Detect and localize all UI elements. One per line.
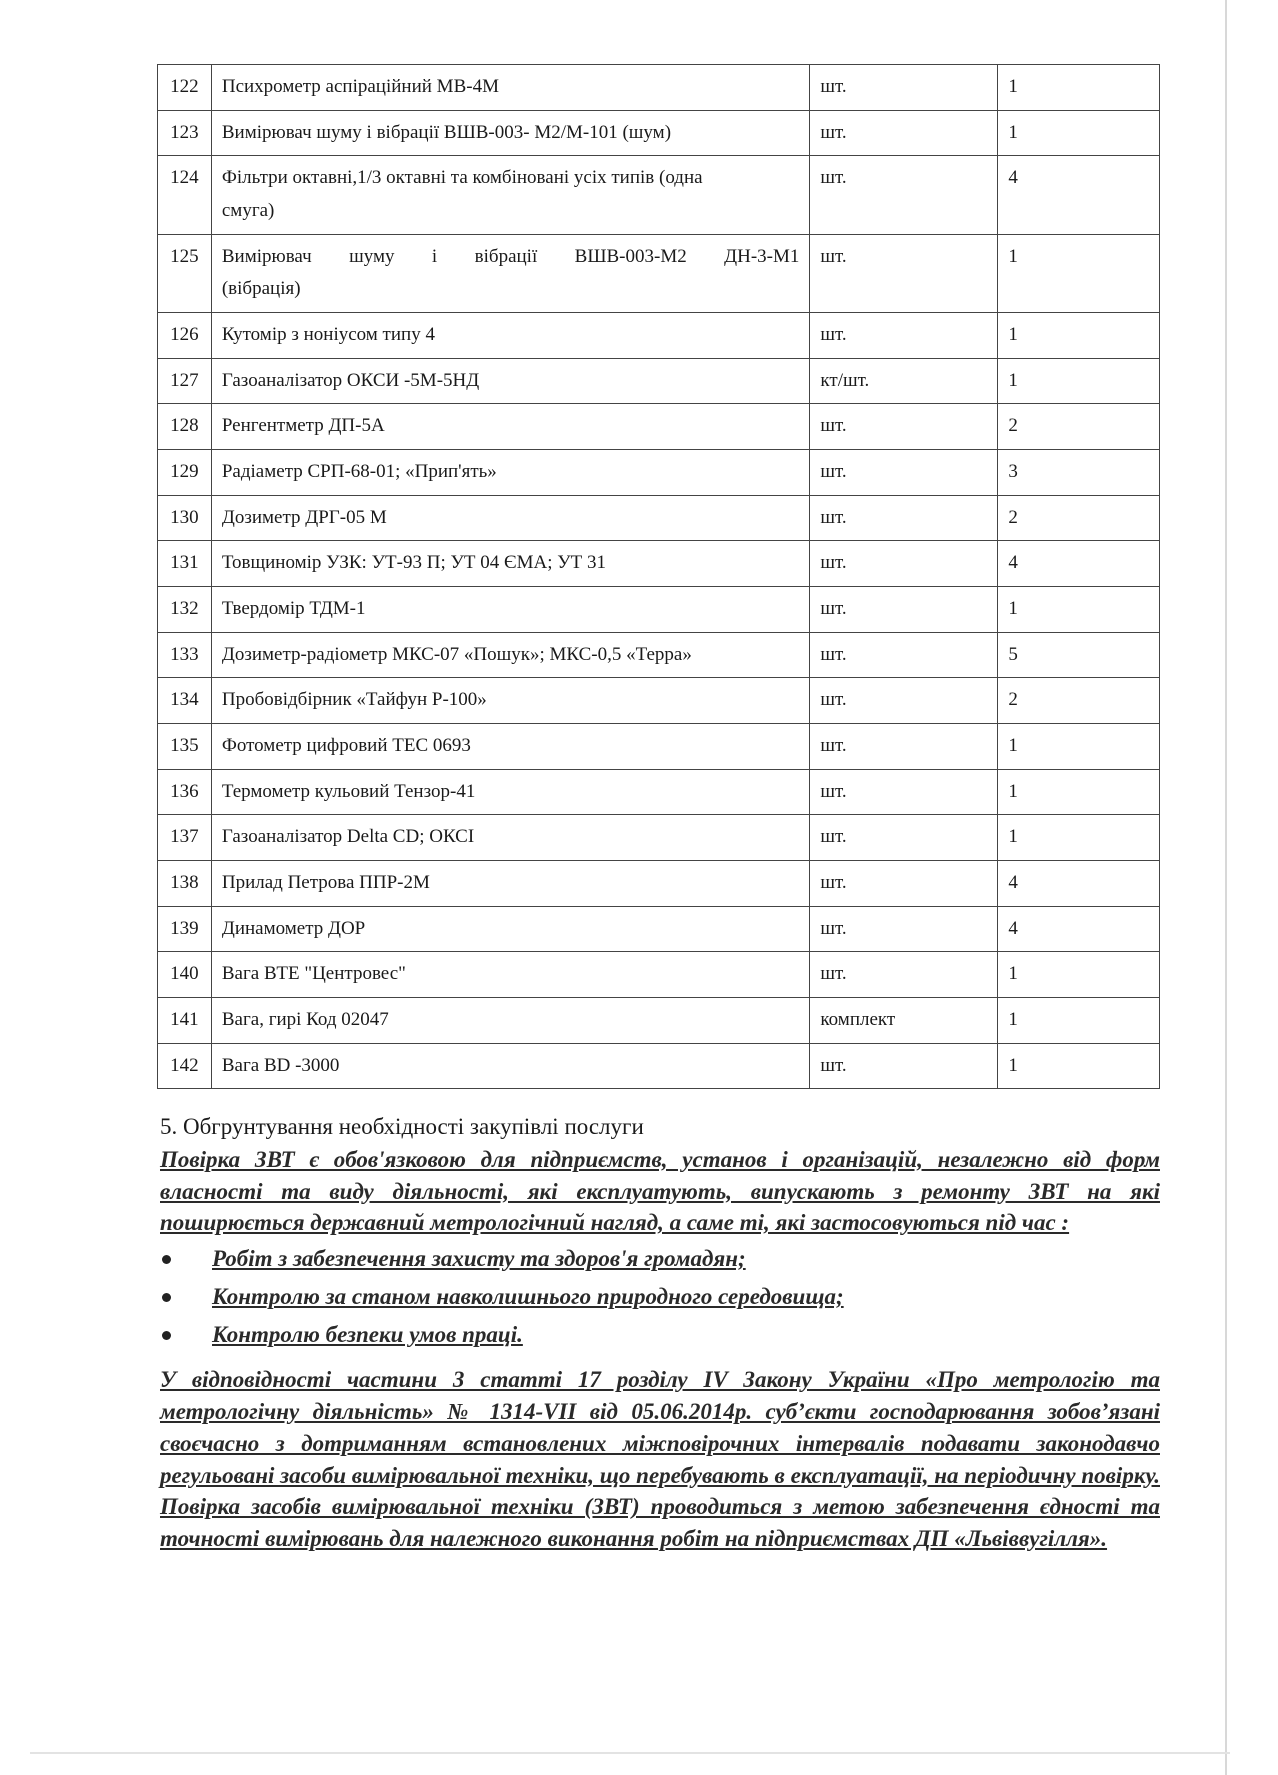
item-quantity: 1 (998, 110, 1160, 156)
list-item-text: Контролю за станом навколишнього природного середовища; (212, 1283, 844, 1309)
table-row (158, 587, 1160, 633)
item-name: Вага ВТЕ "Центровес" (211, 952, 810, 998)
table-row (158, 358, 1160, 404)
item-quantity: 1 (998, 769, 1160, 815)
item-quantity: 2 (998, 678, 1160, 724)
item-unit: шт. (810, 769, 998, 815)
row-number: 133 (158, 632, 212, 678)
row-number: 122 (158, 65, 212, 111)
section-heading: 5. Обгрунтування необхідності закупівлі послуги (160, 1114, 644, 1139)
table-row (158, 906, 1160, 952)
item-unit: шт. (810, 952, 998, 998)
item-name: Фотометр цифровий ТЕС 0693 (211, 724, 810, 770)
row-number: 126 (158, 313, 212, 359)
item-unit: шт. (810, 495, 998, 541)
item-name: Дозиметр-радіометр МКС-07 «Пошук»; МКС-0,5 «Терра» (211, 632, 810, 678)
row-number: 132 (158, 587, 212, 633)
item-quantity: 1 (998, 234, 1160, 312)
table-row (158, 632, 1160, 678)
bullet-icon (162, 1331, 171, 1340)
item-quantity: 4 (998, 541, 1160, 587)
table-row (158, 313, 1160, 359)
item-name-line-1: Фільтри октавні,1/3 октавні та комбіновані усіх типів (одна (221, 167, 703, 189)
item-quantity: 3 (998, 450, 1160, 496)
item-name: Вага, гирі Код 02047 (211, 998, 810, 1044)
row-number: 141 (158, 998, 212, 1044)
item-unit: шт. (810, 541, 998, 587)
page-bottom-edge (30, 1752, 1230, 1754)
item-name: Радіаметр СРП-68-01; «Прип'ять» (211, 450, 810, 496)
item-name: Психрометр аспіраційний МВ-4М (211, 65, 810, 111)
row-number: 130 (158, 495, 212, 541)
item-name: Газоаналізатор ОКСИ -5М-5НД (211, 358, 810, 404)
item-quantity: 1 (998, 724, 1160, 770)
table-row (158, 65, 1160, 111)
row-number: 139 (158, 906, 212, 952)
row-number: 124 (158, 156, 212, 234)
equipment-table (157, 64, 1160, 1089)
table-row (158, 952, 1160, 998)
item-unit: шт. (810, 678, 998, 724)
table-row (158, 495, 1160, 541)
table-row (158, 678, 1160, 724)
item-name: Твердомір ТДМ-1 (211, 587, 810, 633)
list-item (160, 1243, 1160, 1275)
item-quantity: 1 (998, 358, 1160, 404)
item-name (211, 234, 810, 312)
item-quantity: 1 (998, 587, 1160, 633)
row-number: 140 (158, 952, 212, 998)
bullet-icon (162, 1255, 171, 1264)
bullet-icon (162, 1293, 171, 1302)
item-unit: шт. (810, 724, 998, 770)
table-row (158, 404, 1160, 450)
item-quantity: 4 (998, 861, 1160, 907)
row-number: 125 (158, 234, 212, 312)
table-row (158, 769, 1160, 815)
item-quantity: 1 (998, 998, 1160, 1044)
item-name (211, 156, 810, 234)
justification-paragraph: Повірка ЗВТ є обов'язковою для підприємств, установ і організацій, незалежно від форм власності та виду діяльності, які експлуатують, випускають з ремонту ЗВТ на які поширюється державний метрологічний нагляд, а саме ті, які застосовуються під час : (160, 1146, 1160, 1236)
item-unit: шт. (810, 450, 998, 496)
item-quantity: 1 (998, 65, 1160, 111)
item-unit: шт. (810, 906, 998, 952)
item-unit: шт. (810, 815, 998, 861)
item-name-line-2: (вібрація) (221, 278, 301, 300)
item-name-line-2: смуга) (221, 200, 275, 222)
item-quantity: 4 (998, 156, 1160, 234)
item-name: Кутомір з ноніусом типу 4 (211, 313, 810, 359)
item-name: Пробовідбірник «Тайфун Р-100» (211, 678, 810, 724)
table-row (158, 724, 1160, 770)
list-item-text: Контролю безпеки умов праці. (212, 1321, 523, 1347)
item-quantity: 1 (998, 313, 1160, 359)
table-row (158, 450, 1160, 496)
bullet-list (160, 1243, 1160, 1350)
item-quantity: 5 (998, 632, 1160, 678)
item-name: Дозиметр ДРГ-05 М (211, 495, 810, 541)
table-row (158, 998, 1160, 1044)
item-unit: шт. (810, 110, 998, 156)
row-number: 123 (158, 110, 212, 156)
item-name: Газоаналізатор Delta CD; ОКСІ (211, 815, 810, 861)
item-unit: шт. (810, 861, 998, 907)
row-number: 138 (158, 861, 212, 907)
row-number: 134 (158, 678, 212, 724)
list-item (160, 1281, 1160, 1313)
table-row (158, 234, 1160, 312)
row-number: 129 (158, 450, 212, 496)
item-quantity: 4 (998, 906, 1160, 952)
row-number: 127 (158, 358, 212, 404)
row-number: 137 (158, 815, 212, 861)
legal-basis-paragraph: У відповідності частини 3 статті 17 розділу IV Закону України «Про метрологію та метрологічну діяльність» № 1314-VII від 05.06.2014р. суб’єкти господарювання зобов’язані своєчасно з дотриманням встановлених міжповірочних інтервалів подавати законодавчо регульовані засоби вимірювальної техніки, що перебувають в експлуатації, на періодичну повірку. Повірка засобів вимірювальної техніки (ЗВТ) проводиться з метою забезпечення єдності та точності вимірювань для належного виконання робіт на підприємствах ДП «Львіввугілля». (160, 1367, 1160, 1551)
row-number: 135 (158, 724, 212, 770)
table-row (158, 1043, 1160, 1089)
item-name: Вага BD -3000 (211, 1043, 810, 1089)
item-name: Вимірювач шуму і вібрації ВШВ-003- М2/М-101 (шум) (211, 110, 810, 156)
item-unit: шт. (810, 587, 998, 633)
item-quantity: 2 (998, 495, 1160, 541)
table-row (158, 156, 1160, 234)
row-number: 136 (158, 769, 212, 815)
item-unit: шт. (810, 404, 998, 450)
list-item (160, 1319, 1160, 1351)
item-quantity: 1 (998, 952, 1160, 998)
item-name: Динамометр ДОР (211, 906, 810, 952)
table-row (158, 861, 1160, 907)
item-unit: кт/шт. (810, 358, 998, 404)
item-name: Прилад Петрова ППР-2М (211, 861, 810, 907)
table-row (158, 110, 1160, 156)
table-row (158, 541, 1160, 587)
item-quantity: 2 (998, 404, 1160, 450)
item-quantity: 1 (998, 815, 1160, 861)
item-unit: шт. (810, 313, 998, 359)
item-name-line-1: Вимірювач шуму і вібрації ВШВ-003-М2 ДН-3-М1 (221, 245, 800, 267)
table-row (158, 815, 1160, 861)
page-edge (1225, 0, 1227, 1775)
row-number: 142 (158, 1043, 212, 1089)
item-unit: шт. (810, 65, 998, 111)
justification-section (160, 1112, 1160, 1555)
item-unit: шт. (810, 1043, 998, 1089)
item-unit: шт. (810, 156, 998, 234)
row-number: 128 (158, 404, 212, 450)
item-name: Термометр кульовий Тензор-41 (211, 769, 810, 815)
item-quantity: 1 (998, 1043, 1160, 1089)
item-unit: шт. (810, 632, 998, 678)
row-number: 131 (158, 541, 212, 587)
item-unit: комплект (810, 998, 998, 1044)
item-name: Товщиномір УЗК: УТ-93 П; УТ 04 ЄМА; УТ 31 (211, 541, 810, 587)
item-name: Ренгентметр ДП-5А (211, 404, 810, 450)
list-item-text: Робіт з забезпечення захисту та здоров'я громадян; (212, 1246, 746, 1272)
item-unit: шт. (810, 234, 998, 312)
